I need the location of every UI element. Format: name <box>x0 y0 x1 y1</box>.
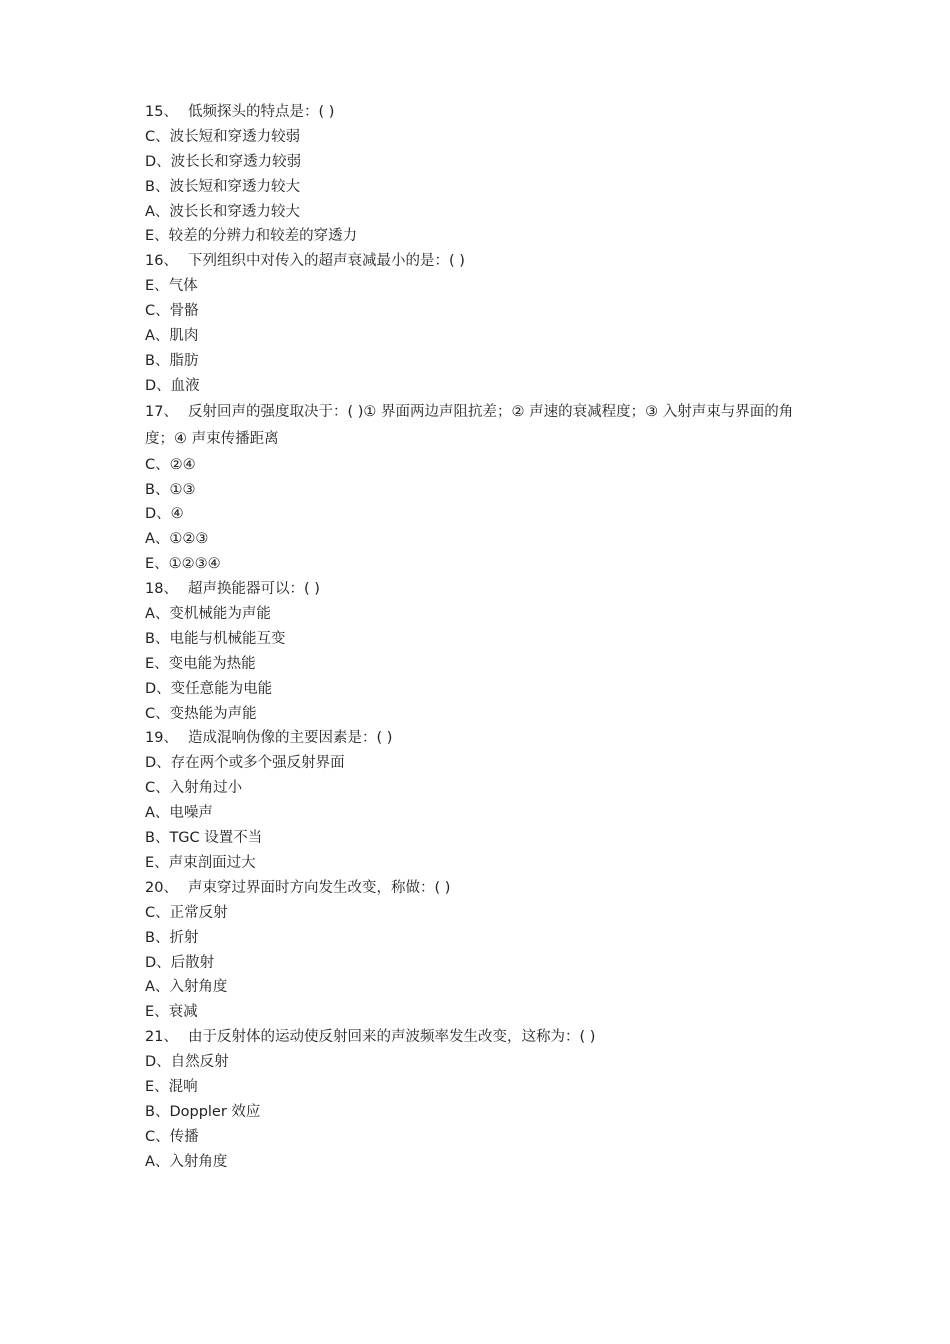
option: B、脂肪 <box>145 352 199 369</box>
option: D、变任意能为电能 <box>145 680 273 697</box>
question-17 <box>145 399 815 577</box>
option: A、肌肉 <box>145 328 199 345</box>
option: C、入射角过小 <box>145 780 243 797</box>
option: D、自然反射 <box>145 1054 229 1071</box>
option: B、电能与机械能互变 <box>145 630 286 647</box>
question-text: 超声换能器可以：( ) <box>187 581 320 598</box>
question-number: 15、 <box>145 104 178 120</box>
option: E、气体 <box>145 278 198 295</box>
option: D、存在两个或多个强反射界面 <box>145 755 345 772</box>
option: B、折射 <box>145 929 199 946</box>
question-stem <box>145 1025 815 1050</box>
option: A、波长长和穿透力较大 <box>145 203 300 220</box>
question-20 <box>145 876 815 1025</box>
option: B、①③ <box>145 481 196 498</box>
option: E、①②③④ <box>145 556 221 573</box>
option: B、Doppler 效应 <box>145 1103 261 1120</box>
question-text: 声束穿过界面时方向发生改变，称做：( ) <box>187 879 451 896</box>
option: E、混响 <box>145 1078 198 1095</box>
option: B、TGC 设置不当 <box>145 830 263 847</box>
option: C、②④ <box>145 456 196 473</box>
question-stem <box>145 100 815 125</box>
option: C、正常反射 <box>145 904 228 921</box>
option: C、变热能为声能 <box>145 705 257 722</box>
option: A、入射角度 <box>145 1153 228 1170</box>
option: E、声束剖面过大 <box>145 854 256 871</box>
option: D、血液 <box>145 377 200 394</box>
question-text: 造成混响伪像的主要因素是：( ) <box>187 730 393 747</box>
option: B、波长短和穿透力较大 <box>145 178 300 195</box>
option: A、变机械能为声能 <box>145 606 271 623</box>
option: E、变电能为热能 <box>145 655 256 672</box>
question-16 <box>145 249 815 398</box>
option: A、①②③ <box>145 531 209 548</box>
question-text: 下列组织中对传入的超声衰减最小的是：( ) <box>187 253 465 270</box>
document-page <box>145 100 815 1175</box>
question-number: 20、 <box>145 879 178 896</box>
question-19 <box>145 726 815 875</box>
question-15 <box>145 100 815 249</box>
option: E、较差的分辨力和较差的穿透力 <box>145 228 358 245</box>
option: C、传播 <box>145 1128 199 1145</box>
question-number: 19、 <box>145 730 178 747</box>
option: E、衰减 <box>145 1004 198 1021</box>
question-18 <box>145 577 815 726</box>
option: D、后散射 <box>145 954 215 971</box>
question-stem <box>145 249 815 274</box>
option: C、骨骼 <box>145 303 199 320</box>
question-number: 18、 <box>145 581 178 598</box>
option: C、波长短和穿透力较弱 <box>145 128 301 145</box>
option: D、波长长和穿透力较弱 <box>145 153 302 170</box>
question-number: 17、 <box>145 403 178 420</box>
question-21 <box>145 1025 815 1174</box>
question-number: 21、 <box>145 1029 178 1046</box>
question-stem <box>145 399 815 453</box>
option: D、④ <box>145 506 184 523</box>
question-stem <box>145 577 815 602</box>
question-stem <box>145 876 815 901</box>
option: A、入射角度 <box>145 979 228 996</box>
option: A、电噪声 <box>145 805 213 822</box>
question-text: 由于反射体的运动使反射回来的声波频率发生改变，这称为：( ) <box>187 1029 596 1046</box>
question-number: 16、 <box>145 253 178 270</box>
question-text: 低频探头的特点是：( ) <box>187 104 335 120</box>
question-stem <box>145 726 815 751</box>
question-text: 反射回声的强度取决于：( )① 界面两边声阻抗差；② 声速的衰减程度；③ 入射声束与界面的角度；④ 声束传播距离 <box>145 403 794 447</box>
